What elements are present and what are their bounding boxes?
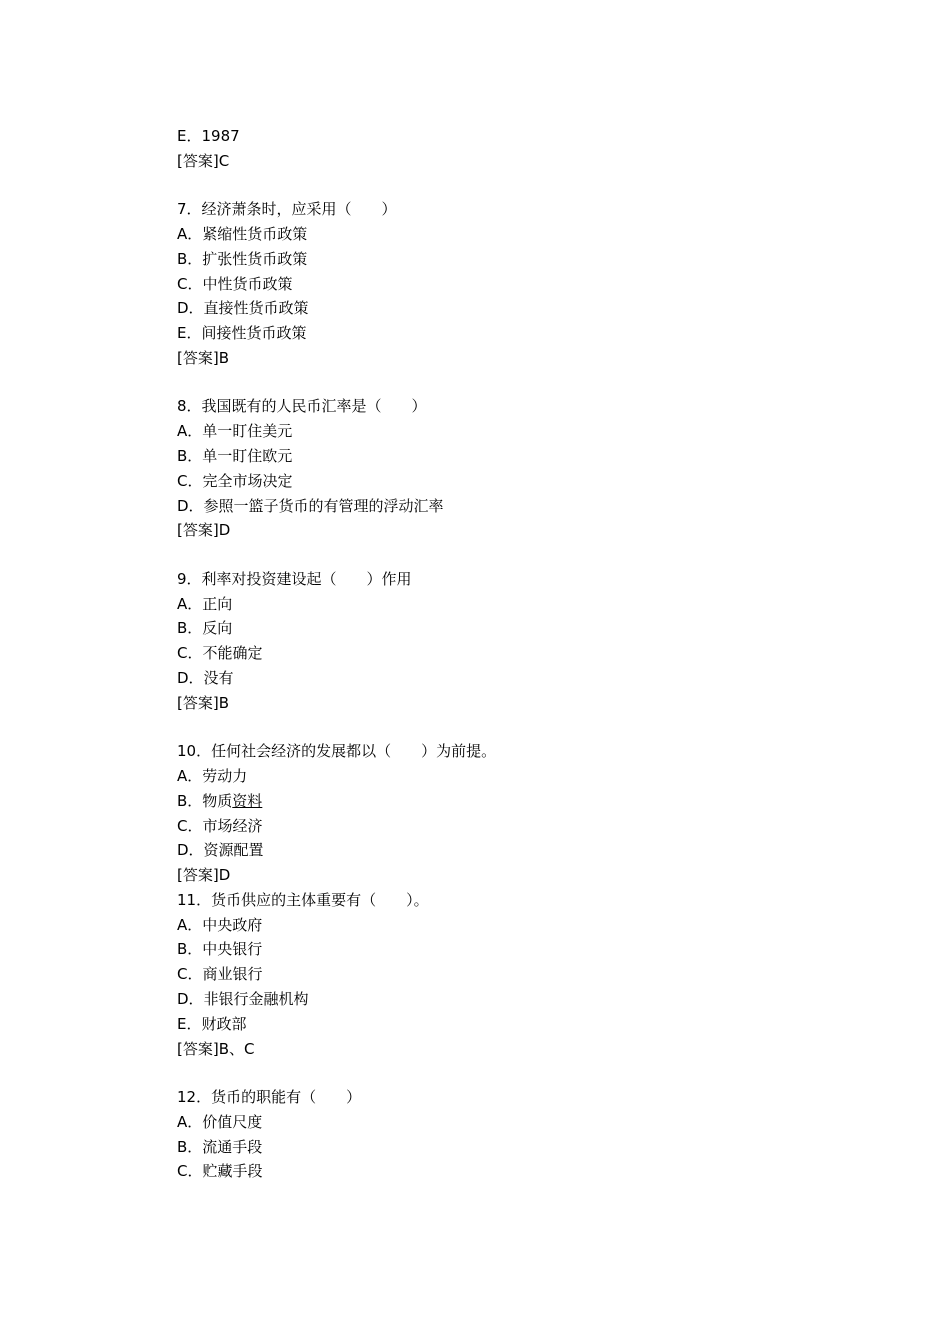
document-page: [177, 124, 877, 1184]
option-line: A．劳动力: [177, 766, 248, 785]
question-7: 7．经济萧条时，应采用（ ）: [177, 200, 397, 219]
paragraph-gap: [177, 543, 877, 567]
option-line: B．扩张性货币政策: [177, 249, 308, 268]
option-line: C．完全市场决定: [177, 471, 293, 490]
option-line: B．流通手段: [177, 1137, 263, 1156]
option-line: D．参照一篮子货币的有管理的浮动汇率: [177, 496, 444, 515]
question-10: 10．任何社会经济的发展都以（ ）为前提。: [177, 742, 497, 761]
question-12: 12．货币的职能有（ ）: [177, 1088, 362, 1107]
option-line: C．贮藏手段: [177, 1162, 263, 1181]
option-prefix: B．物质: [177, 791, 233, 810]
answer-line: [答案]D: [177, 866, 231, 885]
option-line: A．紧缩性货币政策: [177, 224, 308, 243]
option-line: E．间接性货币政策: [177, 324, 307, 343]
question-9: 9．利率对投资建设起（ ）作用: [177, 569, 412, 588]
question-8: 8．我国既有的人民币汇率是（ ）: [177, 397, 427, 416]
paragraph-gap: [177, 716, 877, 740]
option-line: C．不能确定: [177, 644, 263, 663]
option-line: A．价值尺度: [177, 1112, 263, 1131]
option-line: D．资源配置: [177, 841, 264, 860]
option-line: A．中央政府: [177, 915, 263, 934]
option-line: B．单一盯住欧元: [177, 446, 293, 465]
answer-line: [答案]B、C: [177, 1039, 255, 1058]
answer-line: [答案]D: [177, 521, 231, 540]
paragraph-gap: [177, 1061, 877, 1085]
answer-line: [答案]B: [177, 693, 229, 712]
option-line: C．市场经济: [177, 816, 263, 835]
option-line: A．单一盯住美元: [177, 422, 293, 441]
option-line: A．正向: [177, 594, 233, 613]
option-line: D．没有: [177, 668, 234, 687]
option-line: [177, 789, 877, 814]
option-line: E．1987: [177, 127, 240, 145]
option-line: E．财政部: [177, 1014, 247, 1033]
option-line: C．中性货币政策: [177, 274, 293, 293]
answer-line: [答案]B: [177, 348, 229, 367]
option-line: B．反向: [177, 619, 233, 638]
option-line: D．直接性货币政策: [177, 299, 309, 318]
paragraph-gap: [177, 371, 877, 395]
option-line: D．非银行金融机构: [177, 990, 309, 1009]
answer-line: [答案]C: [177, 151, 230, 170]
option-line: C．商业银行: [177, 965, 263, 984]
underlined-text: 资料: [232, 791, 263, 810]
option-line: B．中央银行: [177, 940, 263, 959]
question-11: 11．货币供应的主体重要有（ ）。: [177, 890, 429, 909]
paragraph-gap: [177, 174, 877, 198]
